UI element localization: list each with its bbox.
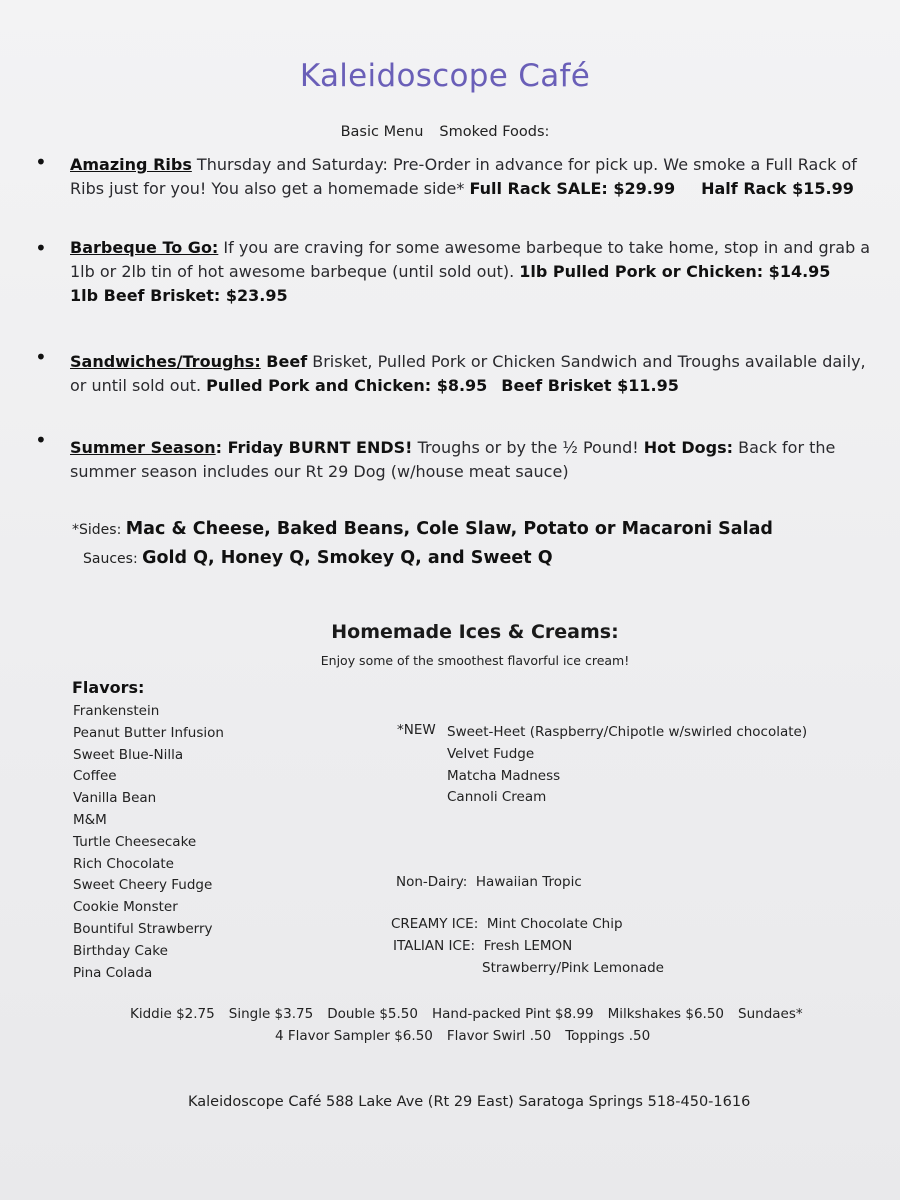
list-item: Pina Colada <box>73 964 153 981</box>
page-title: Kaleidoscope Café <box>299 58 591 94</box>
italian-ice-value: Fresh LEMON <box>483 938 573 954</box>
menu-subtitle <box>0 124 890 140</box>
item-heading: Barbeque To Go: <box>70 238 219 257</box>
item-heading: Amazing Ribs <box>70 155 192 174</box>
new-flavor-tag: *NEW <box>397 722 436 738</box>
new-flavors-list <box>447 722 807 809</box>
list-item: Cookie Monster <box>73 899 178 916</box>
menu-item-ribs <box>70 153 880 201</box>
item-colon: : <box>215 438 223 457</box>
italian-ice-label: ITALIAN ICE: <box>393 938 476 954</box>
menu-item-summer <box>70 436 880 484</box>
price-item: Toppings .50 <box>565 1028 651 1044</box>
price-item: Hand-packed Pint $8.99 <box>431 1006 594 1022</box>
menu-item-barbeque <box>70 236 880 308</box>
sauces-line <box>83 544 553 573</box>
sauces-label: Sauces: <box>83 551 143 567</box>
item-price: Pulled Pork and Chicken: $8.95 <box>206 376 488 395</box>
menu-item-sandwiches <box>70 350 880 398</box>
sides-label: *Sides: <box>72 522 126 538</box>
sides-line <box>72 515 773 544</box>
sides-value: Mac & Cheese, Baked Beans, Cole Slaw, Potato or Macaroni Salad <box>125 519 773 539</box>
item-text-bold: Beef <box>260 352 308 371</box>
list-item: Sweet Blue-Nilla <box>73 746 184 763</box>
non-dairy-value: Hawaiian Tropic <box>475 874 582 890</box>
item-heading: Sandwiches/Troughs: <box>70 352 261 371</box>
hot-dogs-label: Hot Dogs: <box>643 438 734 457</box>
list-item: Rich Chocolate <box>73 855 174 872</box>
item-price: 1lb Beef Brisket: $23.95 <box>70 286 288 305</box>
item-text: Troughs or by the ½ Pound! <box>412 438 644 457</box>
price-item: Double $5.50 <box>327 1006 418 1022</box>
flavors-list <box>73 701 224 984</box>
list-item: Velvet Fudge <box>447 745 535 762</box>
item-price: Half Rack $15.99 <box>701 179 854 198</box>
list-item: Vanilla Bean <box>73 790 157 807</box>
non-dairy-line <box>396 872 582 894</box>
list-item: Matcha Madness <box>447 767 561 784</box>
item-text: If you are craving for some awesome barbeque to take home, stop in and grab a 1lb or 2lb tin of hot awesome barbeque (until sold out). <box>70 238 871 281</box>
price-row-1 <box>130 1006 817 1022</box>
ice-cream-heading: Homemade Ices & Creams: <box>331 621 619 643</box>
list-item: Sweet Cheery Fudge <box>73 877 213 894</box>
flavors-heading: Flavors: <box>72 678 145 697</box>
price-item: 4 Flavor Sampler $6.50 <box>275 1028 433 1044</box>
price-item: Milkshakes $6.50 <box>607 1006 725 1022</box>
item-text: Thursday and Saturday: Pre-Order in advance for pick up. We smoke a Full Rack of Ribs just for you! You also get a homemade side* <box>70 155 857 198</box>
creamy-ice-value: Mint Chocolate Chip <box>486 916 623 932</box>
bullet-icon: • <box>35 236 47 260</box>
ice-cream-subheading: Enjoy some of the smoothest flavorful ice cream! <box>320 653 630 668</box>
item-price: Full Rack SALE: $29.99 <box>469 179 676 198</box>
sauces-value: Gold Q, Honey Q, Smokey Q, and Sweet Q <box>142 548 553 568</box>
non-dairy-label: Non-Dairy: <box>396 874 468 890</box>
italian-ice-line-2: Strawberry/Pink Lemonade <box>482 960 664 976</box>
price-item: Sundaes* <box>738 1006 803 1022</box>
creamy-ice-line <box>391 914 623 936</box>
bullet-icon: • <box>35 428 47 452</box>
list-item: Coffee <box>73 768 117 785</box>
burnt-ends-text: Friday BURNT ENDS! <box>222 438 413 457</box>
list-item: Sweet-Heet (Raspberry/Chipotle w/swirled chocolate) <box>447 724 808 740</box>
item-price: Beef Brisket $11.95 <box>501 376 679 395</box>
basic-menu-label: Basic Menu <box>340 124 424 140</box>
bullet-icon: • <box>35 150 47 174</box>
creamy-ice-label: CREAMY ICE: <box>391 916 479 932</box>
list-item: Turtle Cheesecake <box>73 833 197 850</box>
list-item: Frankenstein <box>73 703 160 719</box>
footer-address: Kaleidoscope Café 588 Lake Ave (Rt 29 East) Saratoga Springs 518-450-1616 <box>188 1094 751 1110</box>
list-item: Cannoli Cream <box>447 789 547 806</box>
price-item: Kiddie $2.75 <box>130 1006 215 1022</box>
list-item: Peanut Butter Infusion <box>73 724 224 741</box>
price-item: Flavor Swirl .50 <box>446 1028 552 1044</box>
price-row-2 <box>275 1028 664 1044</box>
italian-ice-line <box>393 936 572 958</box>
item-text: Brisket, Pulled Pork or Chicken Sandwich and Troughs available daily, or until sold out. <box>70 352 866 395</box>
bullet-icon: • <box>35 345 47 369</box>
price-item: Single $3.75 <box>228 1006 314 1022</box>
item-heading: Summer Season <box>70 438 216 457</box>
item-price: 1lb Pulled Pork or Chicken: $14.95 <box>519 262 831 281</box>
smoked-foods-label: Smoked Foods: <box>439 124 550 140</box>
list-item: Bountiful Strawberry <box>73 920 213 937</box>
list-item: Birthday Cake <box>73 942 168 959</box>
list-item: M&M <box>73 811 107 828</box>
item-text: Back for the summer season includes our Rt 29 Dog (w/house meat sauce) <box>70 438 836 481</box>
